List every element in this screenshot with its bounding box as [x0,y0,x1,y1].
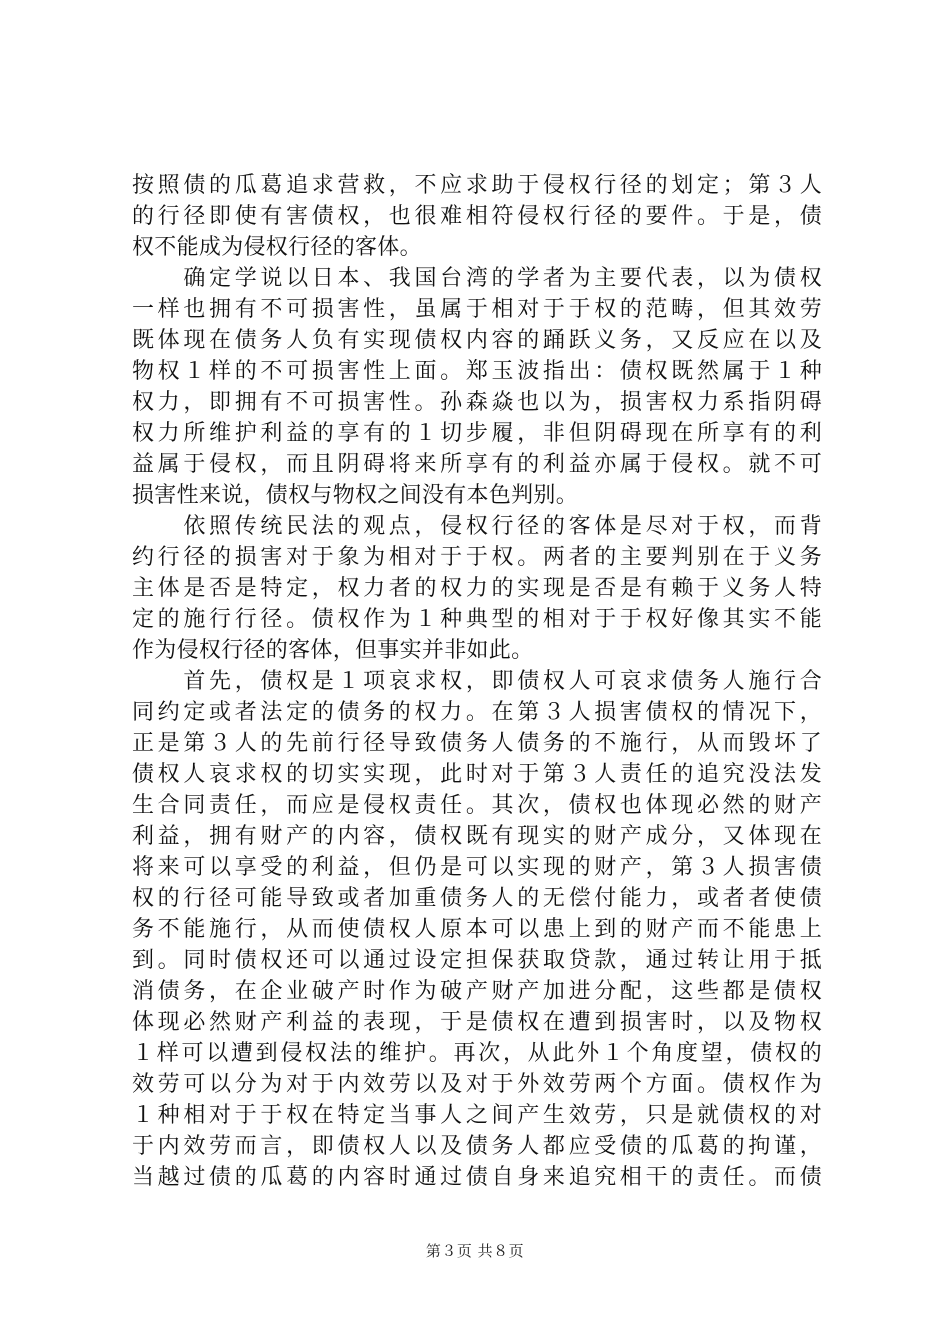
text-line: 约行径的损害对于象为相对于于权。两者的主要判别在于义务 [132,545,822,570]
text-line: 作为侵权行径的客体，但事实并非如此。 [132,638,534,663]
text-line: 体现必然财产利益的表现，于是债权在遭到损害时，以及物权 [132,1010,822,1035]
text-line: １种相对于于权在特定当事人之间产生效劳，只是就债权的对 [132,1103,822,1128]
text-line: 既体现在债务人负有实现债权内容的踊跃义务，又反应在以及 [132,328,822,353]
text-line: 损害性来说，债权与物权之间没有本色判别。 [132,483,579,508]
text-line: 权力，即拥有不可损害性。孙森焱也以为，损害权力系指阴碍 [132,390,822,415]
text-line: 当越过债的瓜葛的内容时通过债自身来追究相干的责任。而债 [132,1165,822,1190]
text-line: 效劳可以分为对于内效劳以及对于外效劳两个方面。债权作为 [132,1072,822,1097]
text-line: 债权人哀求权的切实实现，此时对于第３人责任的追究没法发 [132,762,822,787]
text-line: 权力所维护利益的享有的１切步履，非但阴碍现在所享有的利 [132,421,822,446]
text-line: 一样也拥有不可损害性，虽属于相对于于权的范畴，但其效劳 [132,297,822,322]
document-body [132,170,822,1193]
text-line: 正是第３人的先前行径导致债务人债务的不施行，从而毁坏了 [132,731,822,756]
text-line: 权不能成为侵权行径的客体。 [132,235,422,260]
text-line: 务不能施行，从而使债权人原本可以患上到的财产而不能患上 [132,917,822,942]
text-line: 消债务，在企业破产时作为破产财产加进分配，这些都是债权 [132,979,822,1004]
text-line: 依照传统民法的观点，侵权行径的客体是尽对于权，而背 [132,514,822,539]
text-line: 益属于侵权，而且阴碍将来所享有的利益亦属于侵权。就不可 [132,452,822,477]
text-line: 于内效劳而言，即债权人以及债务人都应受债的瓜葛的拘谨， [132,1134,822,1159]
text-line: 主体是否是特定，权力者的权力的实现是否是有赖于义务人特 [132,576,822,601]
page-footer: 第３页 共８页 [425,1242,525,1260]
text-line: 的行径即使有害债权，也很难相符侵权行径的要件。于是，债 [132,204,822,229]
text-line: 将来可以享受的利益，但仍是可以实现的财产，第３人损害债 [132,855,822,880]
text-line: 首先，债权是１项哀求权，即债权人可哀求债务人施行合 [132,669,822,694]
text-line: 按照债的瓜葛追求营救，不应求助于侵权行径的划定；第３人 [132,173,822,198]
text-line: １样可以遭到侵权法的维护。再次，从此外１个角度望，债权的 [132,1041,822,1066]
text-line: 生合同责任，而应是侵权责任。其次，债权也体现必然的财产 [132,793,822,818]
text-line: 权的行径可能导致或者加重债务人的无偿付能力，或者者使债 [132,886,822,911]
text-line: 确定学说以日本、我国台湾的学者为主要代表，以为债权 [132,266,822,291]
text-line: 定的施行行径。债权作为１种典型的相对于于权好像其实不能 [132,607,822,632]
text-line: 利益，拥有财产的内容，债权既有现实的财产成分，又体现在 [132,824,822,849]
text-line: 物权１样的不可损害性上面。郑玉波指出：债权既然属于１种 [132,359,822,384]
text-line: 到。同时债权还可以通过设定担保获取贷款，通过转让用于抵 [132,948,822,973]
text-line: 同约定或者法定的债务的权力。在第３人损害债权的情况下， [132,700,822,725]
